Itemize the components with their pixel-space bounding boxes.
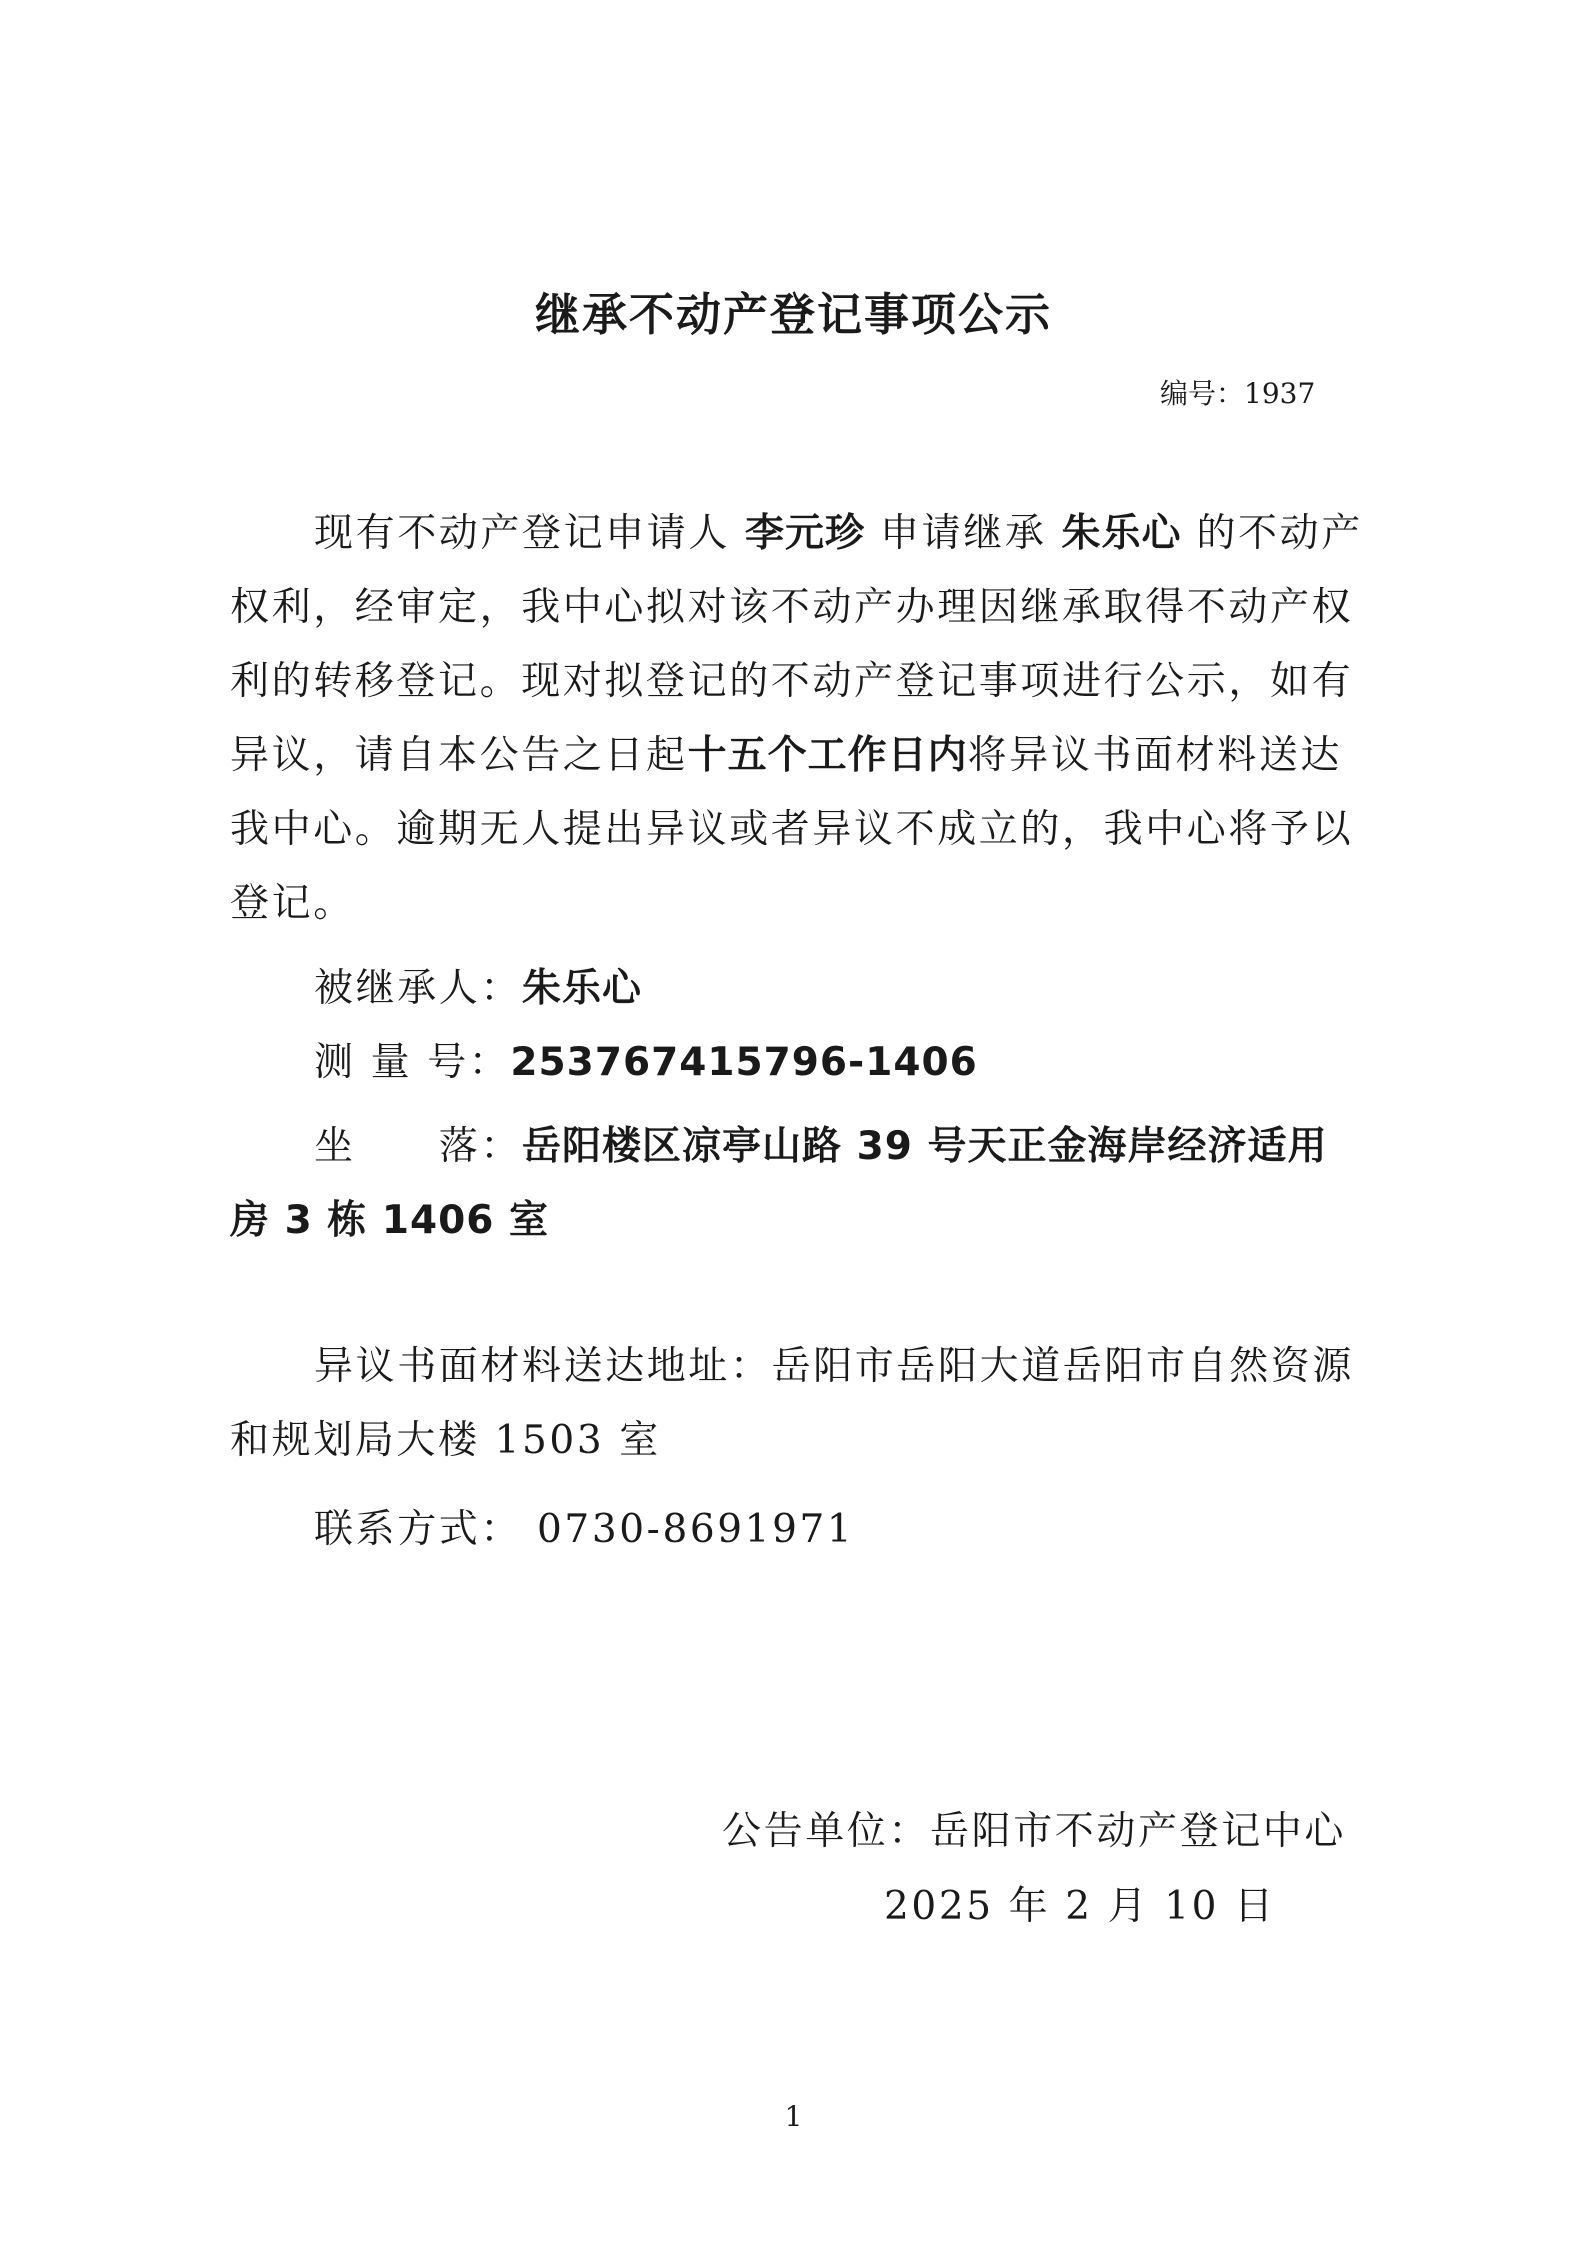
location-value: 岳阳楼区凉亭山路 39 号天正金海岸经济适用房 3 栋 1406 室 — [230, 1124, 1328, 1243]
document-number — [1160, 372, 1315, 412]
location-row — [230, 1110, 1365, 1258]
notice-paragraph — [230, 497, 1365, 941]
inheritee-value: 朱乐心 — [522, 966, 643, 1011]
survey-row — [314, 1031, 978, 1087]
intro-text-1: 现有不动产登记申请人 — [314, 511, 731, 556]
applicant-name: 李元珍 — [745, 511, 866, 556]
issuing-unit: 公告单位：岳阳市不动产登记中心 — [722, 1809, 1347, 1854]
contact-row — [314, 1498, 854, 1554]
survey-value: 253767415796-1406 — [510, 1040, 978, 1085]
doc-number-label: 编号： — [1160, 377, 1245, 410]
deadline-text: 十五个工作日内 — [687, 733, 968, 778]
intro-text-4: 将异议书面材料送达我中心。逾期无人提出异议或者异议不成立的，我中心将予以登记。 — [230, 733, 1354, 926]
contact-value: 0730-8691971 — [537, 1507, 855, 1552]
location-label: 坐 落： — [314, 1124, 523, 1169]
objection-address-label: 异议书面材料送达地址： — [314, 1344, 772, 1389]
contact-label: 联系方式： — [314, 1507, 523, 1552]
intro-text-2: 申请继承 — [880, 511, 1047, 556]
inheritee-label: 被继承人： — [314, 966, 523, 1011]
survey-label: 测 量 号： — [314, 1040, 511, 1085]
doc-number-value: 1937 — [1244, 377, 1316, 410]
decedent-name: 朱乐心 — [1061, 511, 1182, 556]
document-title: 继承不动产登记事项公示 — [534, 288, 1052, 341]
page-number: 1 — [784, 2100, 803, 2133]
intro-text-3: 的不动产权利，经审定，我中心拟对该不动产办理因继承取得不动产权利的转移登记。现对拟登记的不动产登记事项进行公示，如有异议，请自本公告之日起 — [230, 511, 1363, 778]
issue-date: 2025 年 2 月 10 日 — [884, 1884, 1276, 1929]
objection-address — [230, 1330, 1365, 1478]
inheritee-row — [314, 957, 642, 1013]
objection-address-value: 岳阳市岳阳大道岳阳市自然资源和规划局大楼 1503 室 — [230, 1344, 1355, 1463]
